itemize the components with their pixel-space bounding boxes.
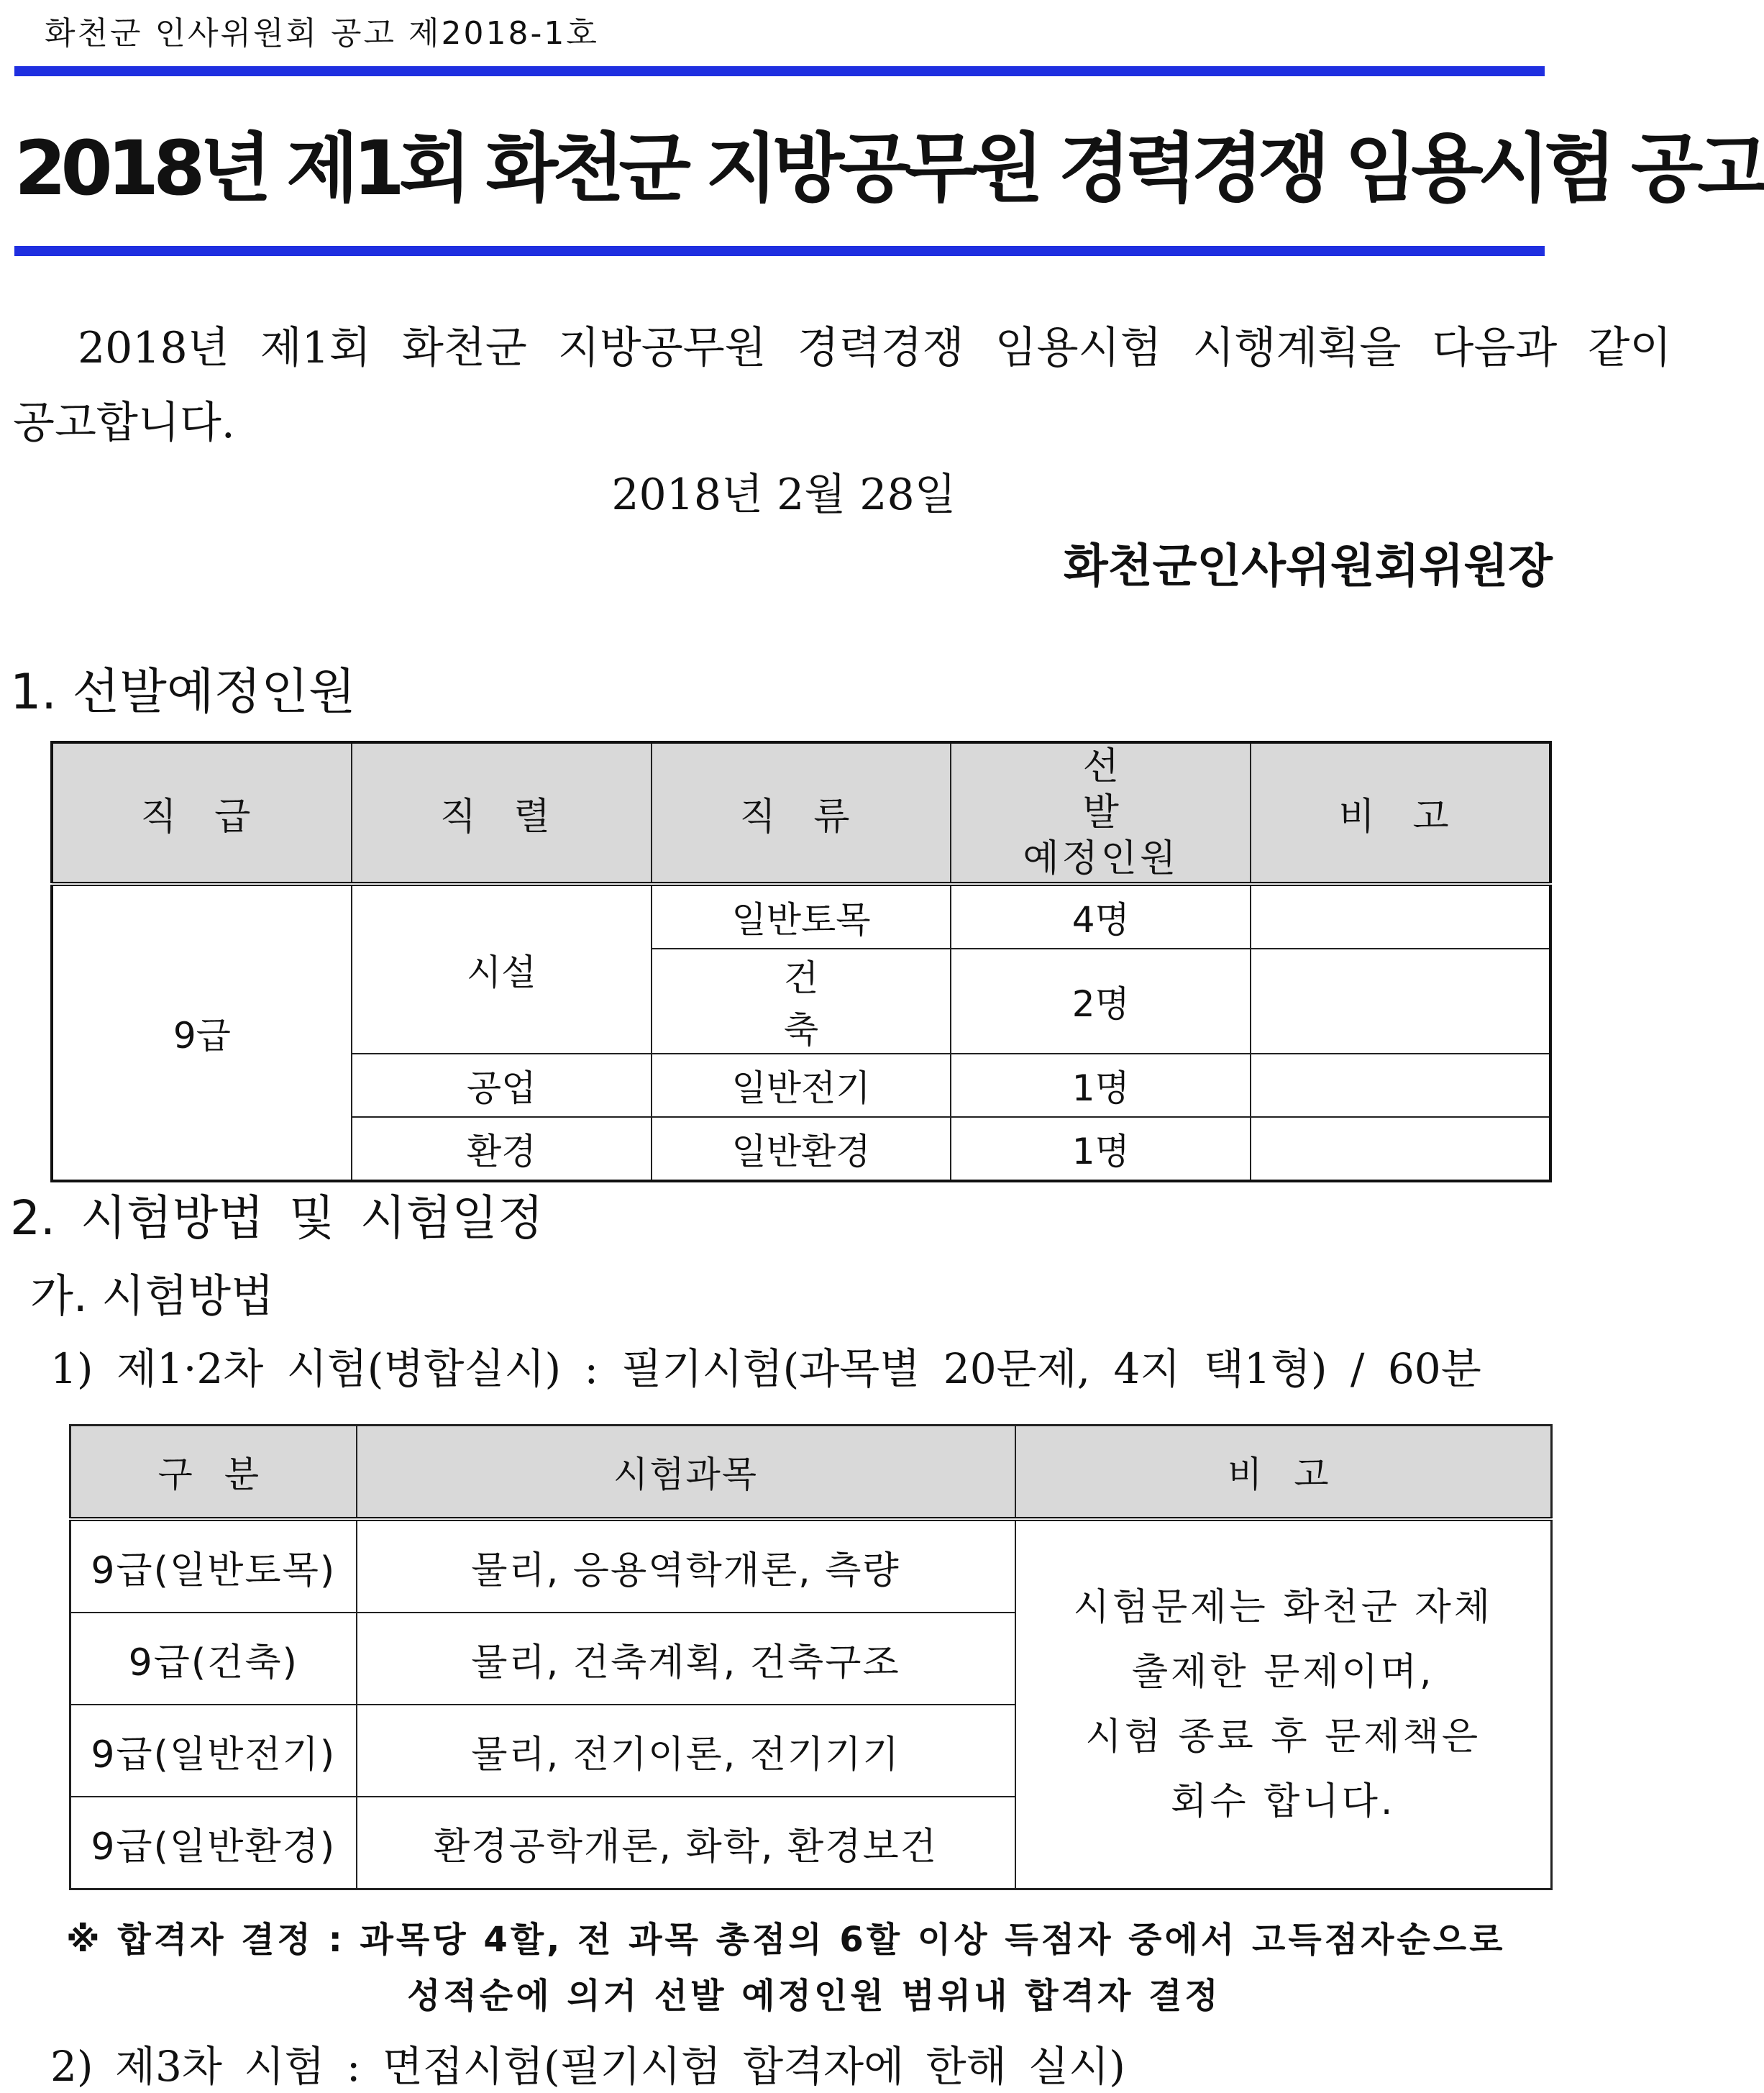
notice-date: 2018년 2월 28일 [611, 470, 956, 520]
title-bottom-rule [14, 246, 1545, 256]
header-quota [951, 742, 1251, 884]
category-cell: 9급(일반토목) [70, 1519, 357, 1613]
header-class: 직 류 [652, 742, 951, 884]
item-1-written-exam: 1) 제1·2차 시험(병합실시) : 필기시험(과목별 20문제, 4지 택1형) / 60분 [50, 1344, 1481, 1393]
quota-cell: 1명 [951, 1117, 1251, 1181]
grade-cell: 9급 [52, 884, 352, 1181]
remarks-note [1015, 1519, 1552, 1889]
intro-line-2: 공고합니다. [13, 398, 235, 448]
remarks-cell [1251, 884, 1550, 949]
remarks-cell [1251, 1117, 1550, 1181]
pass-criteria-note [66, 1912, 1562, 2024]
subjects-cell: 물리, 건축계획, 건축구조 [357, 1613, 1015, 1705]
header-remarks: 비 고 [1015, 1426, 1552, 1520]
subjects-cell: 물리, 응용역학개론, 측량 [357, 1519, 1015, 1613]
page-title: 2018년 제1회 화천군 지방공무원 경력경쟁 임용시험 공고 [14, 124, 1764, 212]
notice-number: 화천군 인사위원회 공고 제2018-1호 [45, 15, 599, 52]
pass-criteria-line2: 성적순에 의거 선발 예정인원 범위내 합격자 결정 [407, 1976, 1221, 2016]
quota-cell: 2명 [951, 949, 1251, 1054]
subjects-cell: 환경공학개론, 화학, 환경보건 [357, 1797, 1015, 1889]
remarks-line: 시험 종료 후 문제책은 [1085, 1715, 1481, 1759]
subjects-cell: 물리, 전기이론, 전기기기 [357, 1705, 1015, 1797]
header-quota-line1: 선 발 [1082, 745, 1176, 834]
table-row [52, 884, 1550, 949]
header-category: 구 분 [70, 1426, 357, 1520]
header-series: 직 렬 [352, 742, 652, 884]
category-cell: 9급(건축) [70, 1613, 357, 1705]
signer: 화천군인사위원회위원장 [1063, 540, 1553, 593]
header-quota-line2: 예정인원 [1023, 837, 1179, 880]
section1-heading: 1. 선발예정인원 [10, 664, 356, 721]
remarks-cell [1251, 949, 1550, 1054]
pass-criteria-line1: ※ 합격자 결정 : 과목당 4할, 전 과목 총점의 6할 이상 득점자 중에서 고득점자순으로 [66, 1920, 1506, 1960]
subheading-exam-method: 가. 시험방법 [30, 1269, 274, 1322]
remarks-line: 출제한 문제이며, [1131, 1651, 1435, 1694]
quota-cell: 4명 [951, 884, 1251, 949]
category-cell: 9급(일반환경) [70, 1797, 357, 1889]
class-cell: 건 축 [652, 949, 951, 1054]
title-top-rule [14, 66, 1545, 76]
remarks-cell [1251, 1054, 1550, 1117]
header-subjects: 시험과목 [357, 1426, 1015, 1520]
header-remarks: 비 고 [1251, 742, 1550, 884]
remarks-line: 회수 합니다. [1171, 1780, 1396, 1823]
series-cell: 공업 [352, 1054, 652, 1117]
remarks-line: 시험문제는 화천군 자체 [1073, 1586, 1493, 1629]
series-cell: 환경 [352, 1117, 652, 1181]
series-cell: 시설 [352, 884, 652, 1054]
class-cell: 일반전기 [652, 1054, 951, 1117]
class-cell: 일반토목 [652, 884, 951, 949]
quota-table [50, 741, 1552, 1182]
item-2-interview: 2) 제3차 시험 : 면접시험(필기시험 합격자에 한해 실시) [50, 2042, 1125, 2091]
intro-line-1: 2018년 제1회 화천군 지방공무원 경력경쟁 임용시험 시행계획을 다음과 같이 [78, 323, 1672, 373]
subjects-table [69, 1424, 1553, 1890]
table-row [70, 1519, 1552, 1613]
quota-cell: 1명 [951, 1054, 1251, 1117]
section2-heading: 2. 시험방법 및 시험일정 [10, 1190, 544, 1246]
category-cell: 9급(일반전기) [70, 1705, 357, 1797]
header-grade: 직 급 [52, 742, 352, 884]
class-cell: 일반환경 [652, 1117, 951, 1181]
